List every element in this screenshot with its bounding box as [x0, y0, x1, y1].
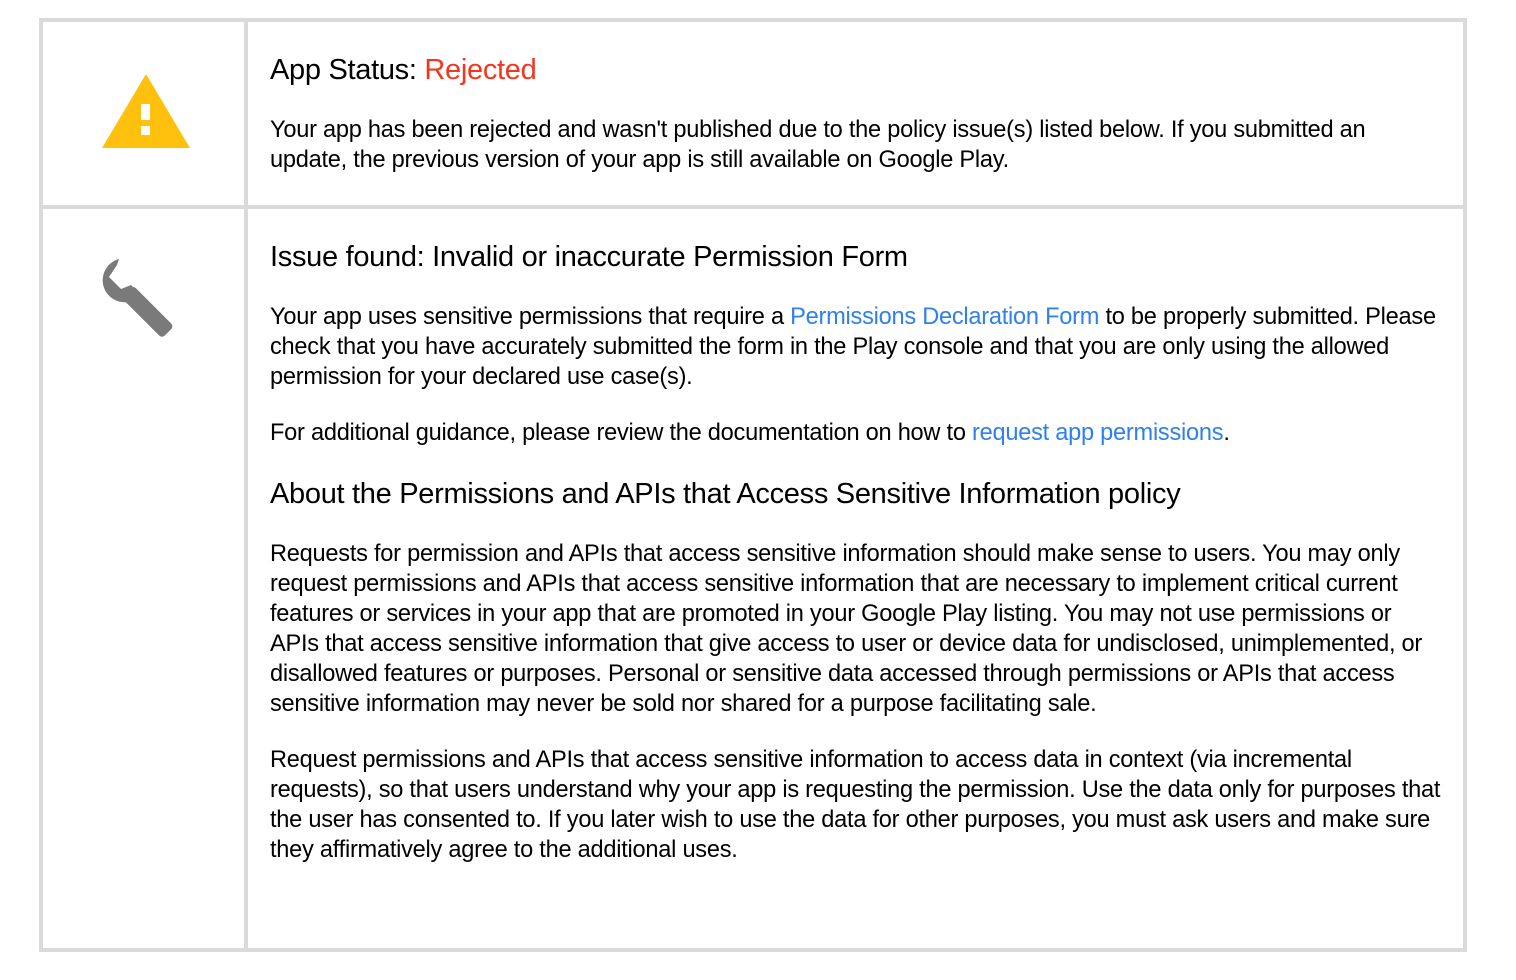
- request-app-permissions-link[interactable]: request app permissions: [972, 420, 1224, 446]
- issue-title: Issue found: Invalid or inaccurate Permission Form: [270, 241, 908, 273]
- text: Your app uses sensitive permissions that require a: [270, 304, 791, 330]
- guidance-paragraph: [270, 418, 1441, 448]
- issue-paragraph: [270, 302, 1441, 392]
- text: For additional guidance, please review the documentation on how to: [270, 420, 973, 446]
- permissions-declaration-form-link[interactable]: Permissions Declaration Form: [790, 304, 1100, 330]
- status-badge: Rejected: [424, 54, 537, 86]
- warning-icon: [101, 72, 191, 150]
- status-label: App Status:: [270, 54, 417, 86]
- status-message: Your app has been rejected and wasn't published due to the policy issue(s) listed below. If you submitted an update, the previous version of your app is still available on Google Play.: [270, 117, 1366, 173]
- issue-content: [248, 209, 1463, 948]
- issue-row: [43, 205, 1463, 948]
- issue-icon-cell: [43, 209, 248, 948]
- status-heading: [270, 54, 1441, 87]
- policy-paragraph-2: Request permissions and APIs that access sensitive information to access data in context (via incremental requests), so that users understand why your app is requesting the permission. Use the data only for purposes that the user has consented to. If you later wish to use the data for other purposes, you must ask users and make sure they affirmatively agree to the additional uses.: [270, 747, 1441, 863]
- status-content: [248, 22, 1463, 205]
- policy-title: About the Permissions and APIs that Access Sensitive Information policy: [270, 478, 1181, 510]
- status-row: [43, 22, 1463, 205]
- text: .: [1223, 420, 1230, 446]
- text: to be properly submitted. Please check that you have accurately submitted the form in the Play console and that you are only using the allowed permission for your declared use case(s).: [270, 304, 1436, 390]
- policy-paragraph-1: Requests for permission and APIs that access sensitive information should make sense to users. You may only request permissions and APIs that access sensitive information that are necessary to implement critical current features or services in your app that are promoted in your Google Play listing. You may not use permissions or APIs that access sensitive information that give access to user or device data for undisclosed, unimplemented, or disallowed features or purposes. Personal or sensitive data accessed through permissions or APIs that access sensitive information may never be sold nor shared for a purpose facilitating sale.: [270, 541, 1423, 717]
- rejection-notice: [39, 18, 1467, 952]
- status-icon-cell: [43, 22, 248, 205]
- wrench-icon: [99, 251, 191, 343]
